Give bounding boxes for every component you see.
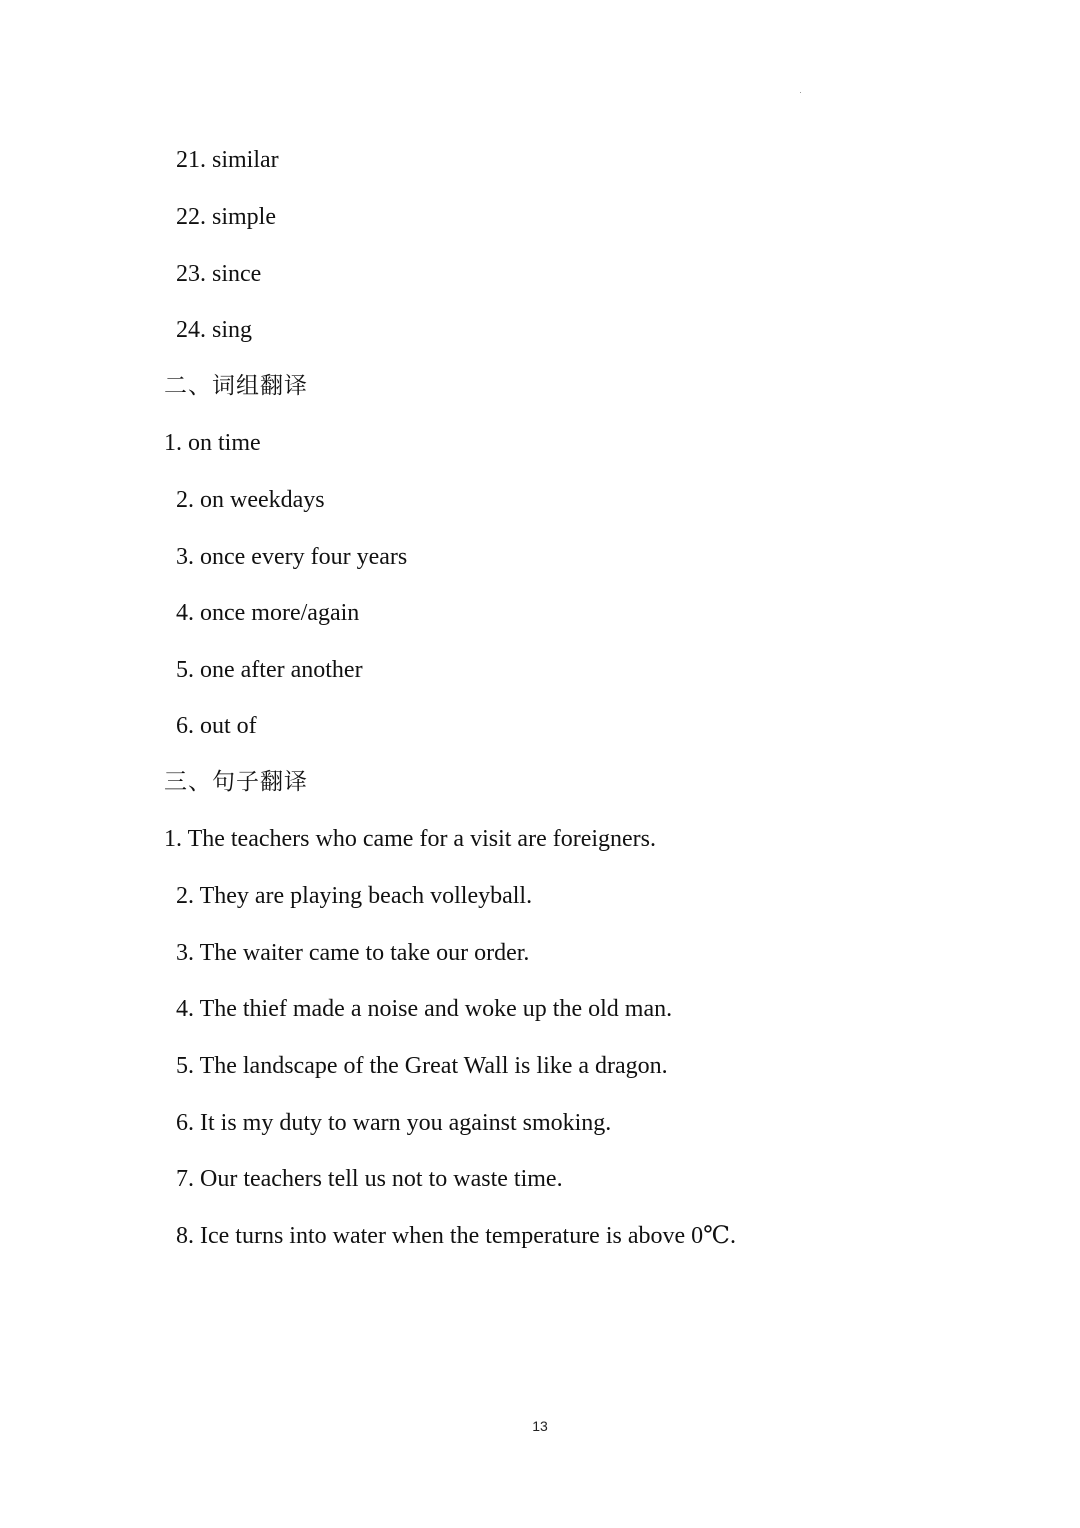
vocab-item: 24. sing <box>176 317 253 343</box>
sentence-item: 8. Ice turns into water when the temperature is above 0℃. <box>176 1223 736 1249</box>
phrase-item: 2. on weekdays <box>176 487 325 513</box>
vocab-item: 21. similar <box>176 147 279 173</box>
sentence-item: 7. Our teachers tell us not to waste time. <box>176 1166 563 1192</box>
speck-mark <box>800 92 801 93</box>
sentence-item: 1. The teachers who came for a visit are foreigners. <box>164 826 657 852</box>
phrase-item: 3. once every four years <box>176 544 408 570</box>
vocab-item: 23. since <box>176 261 262 287</box>
sentence-item: 6. It is my duty to warn you against smoking. <box>176 1110 612 1136</box>
vocab-item: 22. simple <box>176 204 276 230</box>
phrase-item: 4. once more/again <box>176 600 360 626</box>
sentence-item: 5. The landscape of the Great Wall is like a dragon. <box>176 1053 668 1079</box>
page-number: 13 <box>532 1418 548 1434</box>
section-heading-phrases: 二、词组翻译 <box>164 373 308 399</box>
sentence-item: 3. The waiter came to take our order. <box>176 940 530 966</box>
phrase-item: 5. one after another <box>176 657 363 683</box>
phrase-item: 1. on time <box>164 430 261 456</box>
phrase-item: 6. out of <box>176 713 257 739</box>
sentence-item: 2. They are playing beach volleyball. <box>176 883 533 909</box>
sentence-item: 4. The thief made a noise and woke up the old man. <box>176 996 673 1022</box>
section-heading-sentences: 三、句子翻译 <box>164 769 308 795</box>
